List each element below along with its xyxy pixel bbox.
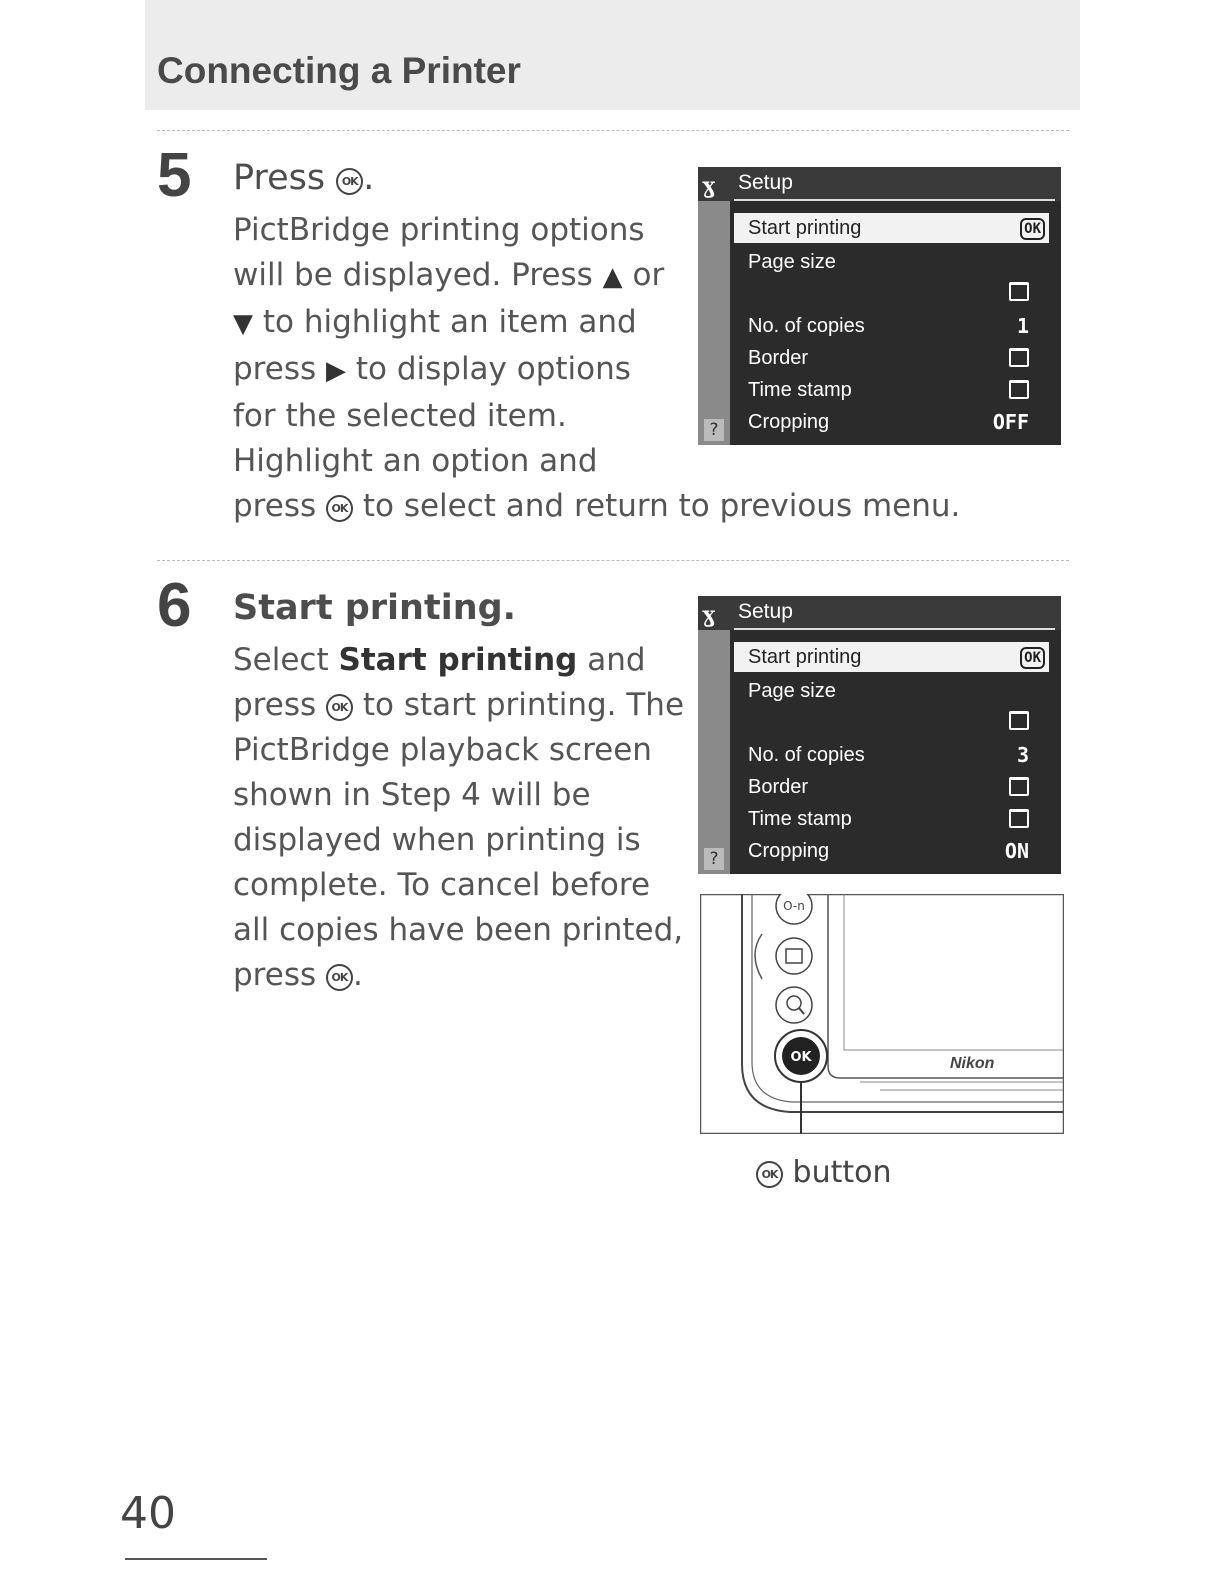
ok-button-icon: OK bbox=[326, 964, 353, 991]
step-number: 5 bbox=[157, 141, 192, 210]
ok-button-caption: OK button bbox=[756, 1155, 892, 1190]
camera-back-illustration bbox=[700, 894, 1064, 1134]
down-arrow-icon: ▼ bbox=[233, 309, 253, 339]
step-title: Start printing. bbox=[233, 588, 516, 628]
ok-button bbox=[775, 1030, 827, 1082]
menu-item-cropping[interactable]: Cropping ON bbox=[748, 839, 1029, 863]
menu-item-page-size-value bbox=[734, 706, 1049, 736]
printer-icon bbox=[1009, 380, 1029, 399]
protect-button bbox=[776, 894, 812, 924]
menu-item-page-size-value bbox=[734, 277, 1049, 307]
svg-text:O-n: O-n bbox=[783, 899, 805, 913]
divider bbox=[157, 130, 1069, 131]
page-number-underline bbox=[125, 1558, 267, 1560]
menu-item-page-size[interactable]: Page size bbox=[748, 680, 836, 702]
menu-item-border[interactable]: Border bbox=[734, 343, 1049, 373]
printer-icon bbox=[1009, 282, 1029, 301]
ok-button-icon: OK bbox=[756, 1161, 783, 1188]
menu-item-start-printing[interactable]: Start printing OK bbox=[734, 213, 1049, 243]
help-icon: ? bbox=[704, 848, 724, 870]
ok-button-icon: OK bbox=[326, 694, 353, 721]
step-title: Press OK . bbox=[233, 158, 375, 198]
menu-item-page-size[interactable]: Page size bbox=[748, 251, 836, 273]
ok-button-icon: OK bbox=[336, 168, 363, 195]
ok-badge: OK bbox=[1020, 647, 1045, 669]
page-number: 40 bbox=[120, 1488, 176, 1539]
page-header bbox=[145, 0, 1080, 110]
right-arrow-icon: ▶ bbox=[325, 356, 346, 386]
printer-icon bbox=[1009, 809, 1029, 828]
up-arrow-icon: ▲ bbox=[602, 262, 623, 292]
page-title: Connecting a Printer bbox=[157, 50, 521, 91]
help-icon: ? bbox=[704, 419, 724, 441]
step-instructions: Select Start printing and press OK to start printing. The PictBridge playback screen shown in Step 4 will be displayed when printing is complete. To cancel before all copies have been printed, press OK . bbox=[233, 642, 685, 993]
menu-item-time-stamp[interactable]: Time stamp bbox=[734, 804, 1049, 834]
ok-button-icon: OK bbox=[326, 495, 353, 522]
setup-menu-screen bbox=[698, 596, 1061, 874]
printer-icon bbox=[1009, 777, 1029, 796]
menu-item-time-stamp[interactable]: Time stamp bbox=[734, 375, 1049, 405]
menu-title: Setup bbox=[738, 171, 793, 194]
thumbnail-button bbox=[776, 938, 812, 974]
step-number: 6 bbox=[157, 571, 192, 640]
wrench-icon: ɣ bbox=[702, 173, 716, 199]
ok-label: OK bbox=[790, 1050, 812, 1065]
menu-item-border[interactable]: Border bbox=[734, 772, 1049, 802]
zoom-button bbox=[776, 987, 812, 1023]
setup-menu-screen bbox=[698, 167, 1061, 445]
step-instructions: PictBridge printing options will be displayed. Press ▲ or ▼ to highlight an item and press ▶ to display options for the selected item. Highlight an option and press OK to select and return to previous menu. bbox=[233, 212, 961, 524]
printer-icon bbox=[1009, 711, 1029, 730]
printer-icon bbox=[1009, 348, 1029, 367]
menu-item-start-printing[interactable]: Start printing OK bbox=[734, 642, 1049, 672]
brand-logo: Nikon bbox=[950, 1055, 995, 1072]
wrench-icon: ɣ bbox=[702, 602, 716, 628]
menu-item-copies[interactable]: No. of copies 3 bbox=[748, 743, 1029, 767]
menu-item-copies[interactable]: No. of copies 1 bbox=[748, 314, 1029, 338]
divider bbox=[157, 560, 1069, 561]
menu-item-cropping[interactable]: Cropping OFF bbox=[748, 410, 1029, 434]
menu-title: Setup bbox=[738, 600, 793, 623]
ok-badge: OK bbox=[1020, 218, 1045, 240]
